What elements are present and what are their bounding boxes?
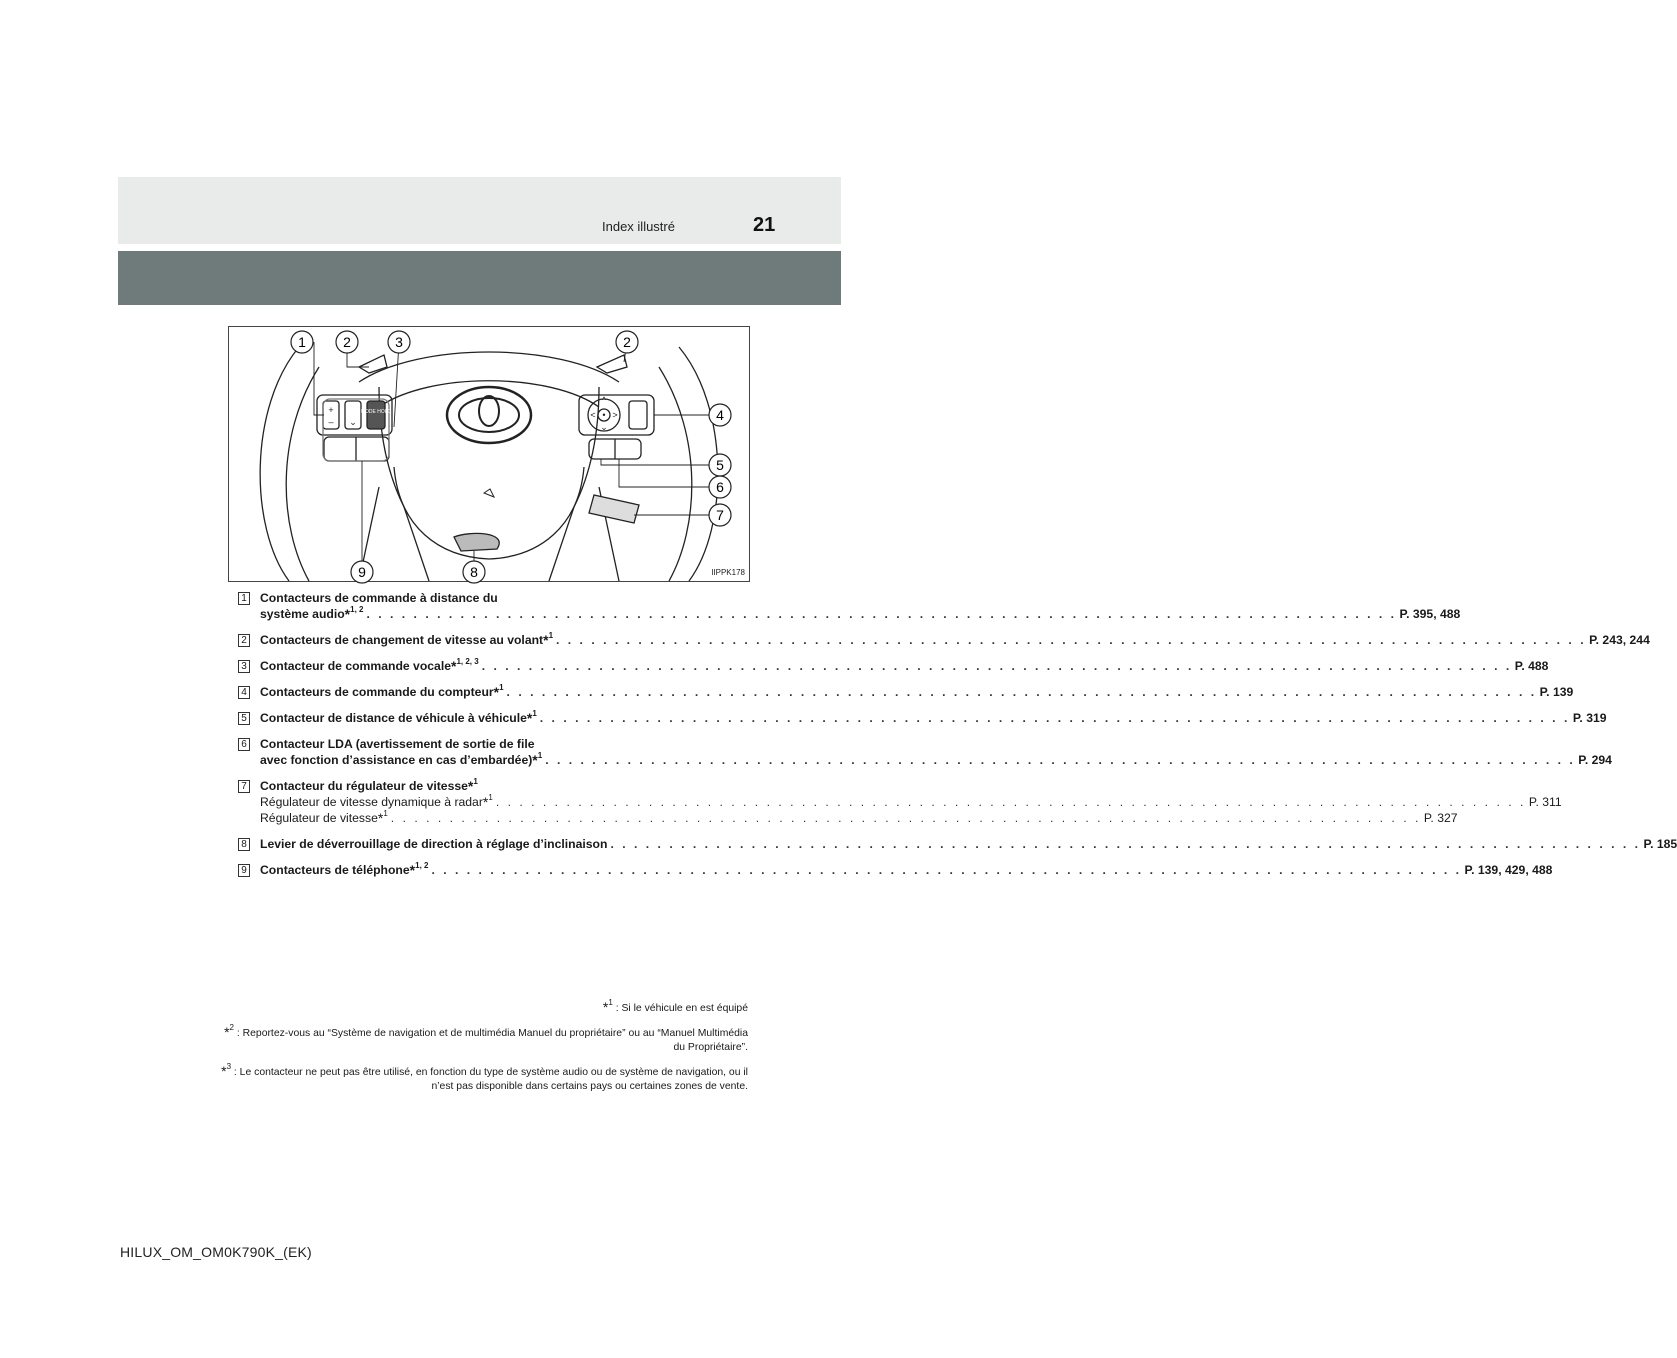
svg-text:9: 9: [358, 564, 366, 580]
callout-2b: [616, 331, 638, 353]
callout-6: [709, 476, 731, 498]
steering-wheel-figure: [228, 326, 750, 582]
page-ref: P. 139: [1539, 685, 1574, 699]
track-down-label: ⌄: [349, 417, 357, 427]
page-ref: P. 294: [1578, 753, 1612, 767]
callout-2: [336, 331, 358, 353]
callout-4: [709, 404, 731, 426]
item-number: 1: [238, 592, 250, 605]
steering-wheel-illustration: [229, 327, 749, 581]
right-label: >: [612, 410, 618, 420]
list-item: 6 Contacteur LDA (avertissement de sortie de file avec fonction d’assistance en cas d’embardée)*$^1$ . . . . . . . . . . . . . . . . . . . . . . . . . . . . . . . . . . . . . . . . . . . . . . . . . . . . . . . . . . . . . . . . . . . . . . . . . . . . . . . . . . . . . . . . P. 294: [238, 736, 724, 768]
tilt-lever: [454, 533, 499, 551]
list-item: 8 Levier de déverrouillage de direction à réglage d’inclinaison . . . . . . . . . . . . . . . . . . . . . . . . . . . . . . . . . . . . . . . . . . . . . . . . . . . . . . . . . . . . . . . . . . . . . . . . . . . . . . . . . . . . . . . . P. 185: [238, 836, 724, 852]
section-title: Index illustré: [602, 219, 675, 234]
dark-band: [118, 251, 841, 305]
page-ref: P. 395, 488: [1399, 607, 1461, 621]
list-item: 9 Contacteurs de téléphone*$^{1, 2}$ . . . . . . . . . . . . . . . . . . . . . . . . . . . . . . . . . . . . . . . . . . . . . . . . . . . . . . . . . . . . . . . . . . . . . . . . . . . . . . . . . . . . . . . . P. 139, 429, 488: [238, 862, 724, 878]
svg-text:6: 6: [716, 479, 724, 495]
list-item: 5 Contacteur de distance de véhicule à véhicule*$^1$ . . . . . . . . . . . . . . . . . . . . . . . . . . . . . . . . . . . . . . . . . . . . . . . . . . . . . . . . . . . . . . . . . . . . . . . . . . . . . . . . . . . . . . . . P. 319: [238, 710, 724, 726]
header-band: [118, 177, 841, 244]
item-number: 8: [238, 838, 250, 851]
item-number: 9: [238, 864, 250, 877]
figure-code: IIPPK178: [711, 568, 745, 577]
svg-text:8: 8: [470, 564, 478, 580]
svg-text:5: 5: [716, 457, 724, 473]
left-label: <: [590, 410, 596, 420]
volume-down-label: –: [328, 417, 334, 427]
page-ref: P. 139, 429, 488: [1464, 863, 1553, 877]
component-list: [238, 590, 1677, 888]
page-ref: P. 488: [1514, 659, 1549, 673]
svg-text:2: 2: [623, 334, 631, 350]
footnotes: [210, 1000, 748, 1103]
svg-text:4: 4: [716, 407, 724, 423]
center-label: •: [602, 410, 606, 420]
list-item: 4 Contacteurs de commande du compteur*$^1$ . . . . . . . . . . . . . . . . . . . . . . . . . . . . . . . . . . . . . . . . . . . . . . . . . . . . . . . . . . . . . . . . . . . . . . . . . . . . . . . . . . . . . . . . P. 139: [238, 684, 724, 700]
callout-8: [463, 561, 485, 583]
page-ref: P. 327: [1423, 811, 1458, 825]
list-item: 3 Contacteur de commande vocale*$^{1, 2, 3}$ . . . . . . . . . . . . . . . . . . . . . . . . . . . . . . . . . . . . . . . . . . . . . . . . . . . . . . . . . . . . . . . . . . . . . . . . . . . . . . . . . . . . . . . . P. 488: [238, 658, 724, 674]
svg-text:3: 3: [395, 334, 403, 350]
page-ref: P. 319: [1572, 711, 1607, 725]
up-label: ^: [601, 395, 607, 405]
right-paddle: [597, 355, 627, 373]
list-item: 2 Contacteurs de changement de vitesse au volant*$^1$ . . . . . . . . . . . . . . . . . . . . . . . . . . . . . . . . . . . . . . . . . . . . . . . . . . . . . . . . . . . . . . . . . . . . . . . . . . . . . . . . . . . . . . . . P. 243, 244: [238, 632, 724, 648]
page-ref: P. 243, 244: [1589, 633, 1650, 647]
horn-icon: [484, 489, 494, 497]
list-item: 7 Contacteur du régulateur de vitesse*$^1$ Régulateur de vitesse dynamique à radar*$^1$ . . . . . . . . . . . . . . . . . . . . . . . . . . . . . . . . . . . . . . . . . . . . . . . . . . . . . . . . . . . . . . . . . . . . . . . . . . . . . . . . . . . . . . . . P. 311 Régulateur de vitesse*$^1$ . . . . . . . . . . . . . . . . . . . . . . . . . . . . . . . . . . . . . . . . . . . . . . . . . . . . . . . . . . . . . . . . . . . . . . . . . . . . . . . . . . . . . . . . P. 327: [238, 778, 724, 826]
page-number: 21: [753, 214, 776, 236]
footnote: *$^1$ : Si le véhicule en est équipé: [602, 998, 748, 1015]
cruise-control-lever: [589, 495, 639, 523]
callout-7: [709, 504, 731, 526]
callout-3: [388, 331, 410, 353]
svg-text:7: 7: [716, 507, 724, 523]
down-label: ⌄: [600, 422, 608, 432]
callout-1: [291, 331, 313, 353]
list-item: 1 Contacteurs de commande à distance du système audio*$^{1, 2}$ . . . . . . . . . . . . . . . . . . . . . . . . . . . . . . . . . . . . . . . . . . . . . . . . . . . . . . . . . . . . . . . . . . . . . . . . . . . . . . . . . . . . . . . . P. 395, 488: [238, 590, 724, 622]
callout-circles: [291, 331, 731, 583]
footer-code: HILUX_OM_OM0K790K_(EK): [120, 1244, 312, 1260]
callout-5: [709, 454, 731, 476]
page-ref: P. 311: [1528, 795, 1562, 809]
mode-hold-label: MODE HOLD: [360, 409, 392, 415]
page-ref: P. 185: [1643, 837, 1677, 851]
item-number: 7: [238, 780, 250, 793]
item-number: 6: [238, 738, 250, 751]
footnote: *$^2$ : Reportez-vous au “Système de navigation et de multimédia Manuel du propriétaire” ou au “Manuel Multimédia du Propriétaire”.: [224, 1023, 748, 1053]
wheel-rim-left: [260, 347, 299, 581]
item-number: 2: [238, 634, 250, 647]
callout-9: [351, 561, 373, 583]
volume-up-label: +: [328, 405, 334, 415]
svg-text:1: 1: [298, 334, 306, 350]
item-number: 3: [238, 660, 250, 673]
item-number: 5: [238, 712, 250, 725]
item-number: 4: [238, 686, 250, 699]
footnote: *$^3$ : Le contacteur ne peut pas être utilisé, en fonction du type de système audio ou de système de navigation, ou il n’est pas disponible dans certains pays ou certaines zones de vente.: [221, 1062, 748, 1092]
svg-text:2: 2: [343, 334, 351, 350]
